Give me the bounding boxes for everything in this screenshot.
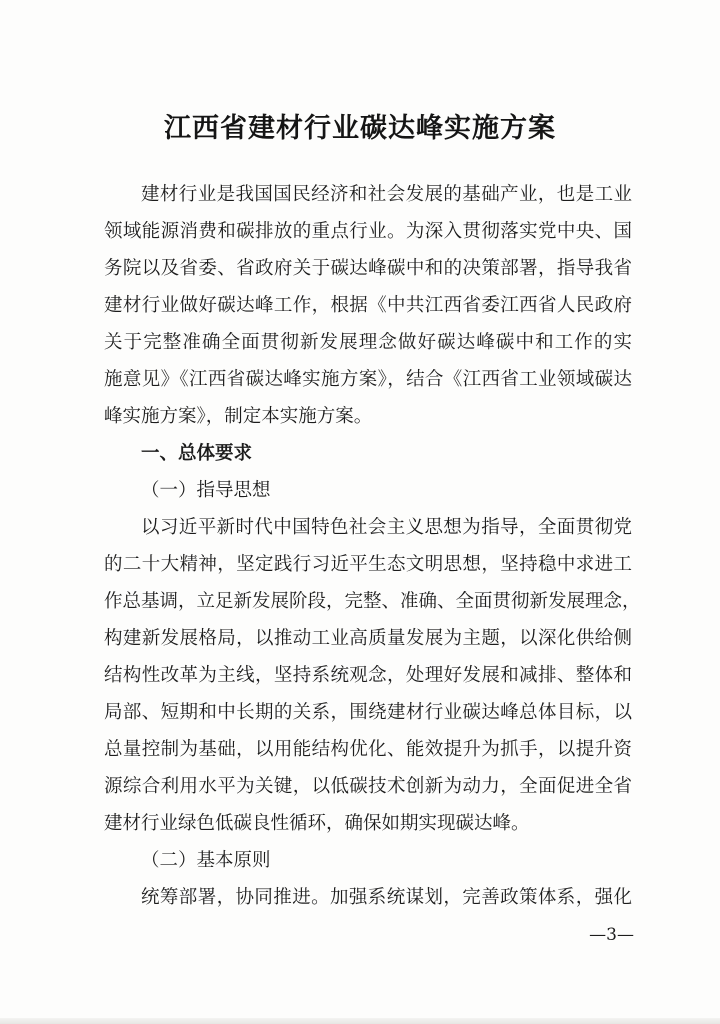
paragraph-line: 峰实施方案》，制定本实施方案。	[104, 406, 373, 427]
paragraph-line: 建材行业做好碳达峰工作，根据《中共江西省委江西省人民政府	[104, 295, 632, 316]
subsection-heading: （二）基本原则	[141, 850, 271, 871]
paragraph-line: 务院以及省委、省政府关于碳达峰碳中和的决策部署，指导我省	[104, 258, 632, 279]
paragraph-line: 作总基调，立足新发展阶段，完整、准确、全面贯彻新发展理念，	[104, 591, 641, 612]
scan-edge	[0, 1018, 720, 1024]
page-number: —3—	[589, 925, 634, 945]
paragraph-line: 结构性改革为主线，坚持系统观念，处理好发展和减排、整体和	[104, 665, 632, 686]
paragraph-line: 局部、短期和中长期的关系，围绕建材行业碳达峰总体目标，以	[104, 702, 632, 723]
paragraph-line: 统筹部署，协同推进。加强系统谋划，完善政策体系，强化	[141, 887, 632, 908]
paragraph-line: 建材行业是我国国民经济和社会发展的基础产业，也是工业	[141, 184, 632, 205]
paragraph-line: 总量控制为基础，以用能结构优化、能效提升为抓手，以提升资	[104, 739, 632, 760]
paragraph-line: 源综合利用水平为关键，以低碳技术创新为动力，全面促进全省	[104, 776, 632, 797]
paragraph-line: 建材行业绿色低碳良性循环，确保如期实现碳达峰。	[104, 813, 530, 834]
paragraph-line: 关于完整准确全面贯彻新发展理念做好碳达峰碳中和工作的实	[104, 332, 632, 353]
paragraph-line: 领域能源消费和碳排放的重点行业。为深入贯彻落实党中央、国	[104, 221, 632, 242]
section-heading: 一、总体要求	[141, 443, 253, 464]
document-title: 江西省建材行业碳达峰实施方案	[164, 113, 556, 144]
paragraph-line: 的二十大精神，坚定践行习近平生态文明思想，坚持稳中求进工	[104, 554, 632, 575]
paragraph-line: 构建新发展格局，以推动工业高质量发展为主题，以深化供给侧	[104, 628, 632, 649]
paragraph-line: 以习近平新时代中国特色社会主义思想为指导，全面贯彻党	[141, 517, 632, 538]
subsection-heading: （一）指导思想	[141, 480, 271, 501]
document-body	[104, 176, 641, 916]
paragraph-line: 施意见》《江西省碳达峰实施方案》，结合《江西省工业领域碳达	[104, 369, 632, 390]
